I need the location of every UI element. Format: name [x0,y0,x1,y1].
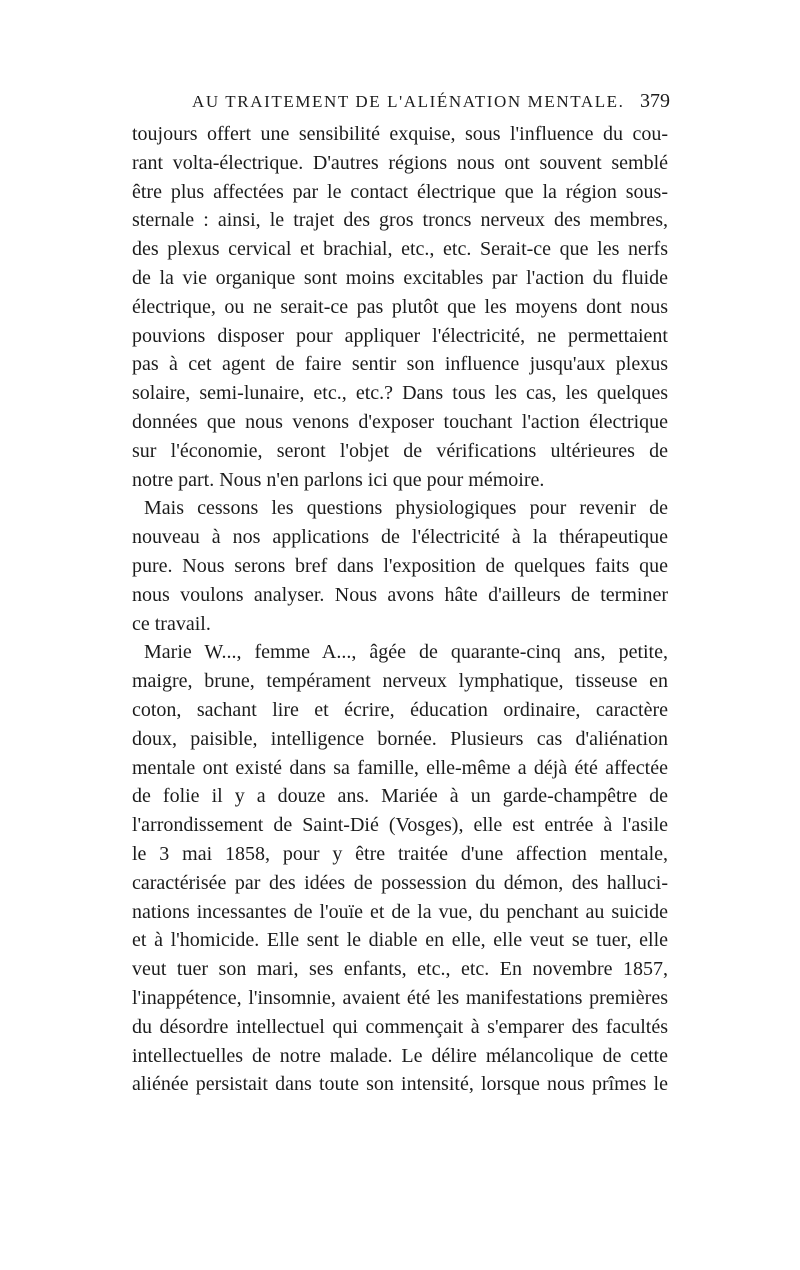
text-line: l'arrondissement de Saint-Dié (Vosges), elle est entrée à l'asile [132,814,668,837]
text-line: des plexus cervical et brachial, etc., etc. Serait-ce que les nerfs [132,238,668,261]
text-line: le 3 mai 1858, pour y être traitée d'une affection mentale, [132,842,668,865]
text-line: pas à cet agent de faire sentir son influence jusqu'aux plexus [132,353,668,376]
paragraph [132,120,668,494]
text-line: Mais cessons les questions physiologiques pour revenir de [144,497,668,520]
body-text [132,120,668,1099]
text-line: notre part. Nous n'en parlons ici que pour mémoire. [132,468,545,491]
text-line: du désordre intellectuel qui commençait à s'emparer des facultés [132,1015,668,1038]
text-line: pure. Nous serons bref dans l'exposition de quelques faits que [132,554,668,577]
text-line: de folie il y a douze ans. Mariée à un garde-champêtre de [132,785,668,808]
text-line: nations incessantes de l'ouïe et de la vue, du penchant au suicide [132,900,668,923]
text-line: nous voulons analyser. Nous avons hâte d'ailleurs de terminer [132,583,668,606]
text-line: aliénée persistait dans toute son intensité, lorsque nous prîmes le [132,1073,668,1096]
running-head [130,92,670,116]
text-line: être plus affectées par le contact électrique que la région sous- [132,180,668,203]
text-line: caractérisée par des idées de possession du démon, des halluci- [132,871,668,894]
text-line: de la vie organique sont moins excitables par l'action du fluide [132,266,668,289]
text-line: et à l'homicide. Elle sent le diable en elle, elle veut se tuer, elle [132,929,668,952]
running-title: AU TRAITEMENT DE L'ALIÉNATION MENTALE. [192,92,625,111]
text-line: Marie W..., femme A..., âgée de quarante-cinq ans, petite, [144,641,668,664]
text-line: nouveau à nos applications de l'électricité à la thérapeutique [132,526,668,549]
text-line: ce travail. [132,612,211,635]
text-line: toujours offert une sensibilité exquise, sous l'influence du cou- [132,123,668,145]
text-line: électrique, ou ne serait-ce pas plutôt que les moyens dont nous [132,295,668,318]
text-line: données que nous venons d'exposer touchant l'action électrique [132,410,668,433]
text-line: rant volta-électrique. D'autres régions nous ont souvent semblé [132,151,668,174]
text-line: sur l'économie, seront l'objet de vérifications ultérieures de [132,439,668,462]
text-line: sternale : ainsi, le trajet des gros troncs nerveux des membres, [132,209,668,232]
text-line: doux, paisible, intelligence bornée. Plusieurs cas d'aliénation [132,727,668,750]
text-line: veut tuer son mari, ses enfants, etc., etc. En novembre 1857, [132,958,668,981]
text-line: maigre, brune, tempérament nerveux lymphatique, tisseuse en [132,670,668,693]
paragraph [132,494,668,638]
text-line: intellectuelles de notre malade. Le délire mélancolique de cette [132,1044,668,1067]
text-line: l'inappétence, l'insomnie, avaient été les manifestations premières [132,986,668,1009]
text-line: coton, sachant lire et écrire, éducation ordinaire, caractère [132,698,668,721]
text-line: solaire, semi-lunaire, etc., etc.? Dans tous les cas, les quelques [132,382,668,405]
paragraph [132,638,668,1099]
page-number: 379 [640,90,670,112]
text-line: pouvions disposer pour appliquer l'électricité, ne permettaient [132,324,668,347]
text-line: mentale ont existé dans sa famille, elle-même a déjà été affectée [132,756,668,779]
